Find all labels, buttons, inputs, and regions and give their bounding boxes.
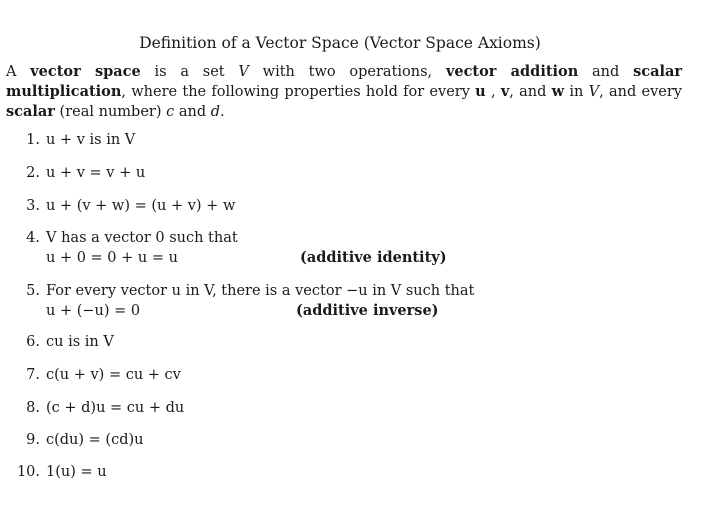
axiom-text: c(du) = (cd)u [46,432,144,448]
axiom-text: u + v is in V [46,132,136,148]
axiom-item [14,332,574,352]
axiom-text: (c + d)u = cu + du [46,400,185,416]
axiom-text: 1(u) = u [46,464,107,480]
axiom-number: 6. [26,334,40,350]
intro-text: , where the following properties hold for every [121,84,476,100]
intro-text: in [564,84,589,100]
symbol-u: u [475,83,486,100]
axiom-number: 4. [26,230,40,246]
axiom-number: 10. [16,464,40,480]
axiom-formula: u + 0 = 0 + u = u [46,250,178,266]
intro-text: and [174,104,211,120]
symbol-v: v [500,83,510,100]
axiom-item [14,196,574,216]
intro-text: and [578,64,634,80]
intro-text: is a set [140,64,239,80]
symbol-c: c [166,104,175,120]
intro-text: A [6,64,31,80]
intro-text: . [220,104,225,120]
axiom-item [14,430,574,450]
axiom-number: 8. [26,400,40,416]
term-scalar-multiplication: scalar multiplication [6,63,683,100]
axiom-item [14,462,574,482]
axiom-number: 2. [26,165,40,181]
axiom-number: 3. [26,198,40,214]
axiom-item [14,228,574,268]
axiom-text: For every vector u in V, there is a vector −u in V such that [46,283,475,299]
intro-text: , and [509,84,552,100]
axiom-item [14,365,574,385]
axiom-tag: (additive inverse) [296,302,439,319]
symbol-d: d [210,104,221,120]
axiom-number: 7. [26,367,40,383]
axiom-text: u + (v + w) = (u + v) + w [46,198,236,214]
axiom-item [14,281,574,321]
axiom-text: cu is in V [46,334,114,350]
axiom-item [14,130,574,150]
intro-text: with two operations, [248,64,446,80]
axiom-text: c(u + v) = cu + cv [46,367,181,383]
intro-text: (real number) [54,104,167,120]
axiom-number: 5. [26,283,40,299]
intro-text: , [485,84,501,100]
axiom-formula: u + (−u) = 0 [46,303,141,319]
symbol-V: V [588,84,600,100]
axiom-item [14,163,574,183]
axiom-number: 9. [26,432,40,448]
page-title: Definition of a Vector Space (Vector Space Axioms) [139,34,541,52]
symbol-w: w [551,83,565,100]
axiom-number: 1. [26,132,40,148]
axiom-text: u + v = v + u [46,165,146,181]
intro-text: , and every [599,84,682,100]
symbol-V: V [238,64,249,80]
axiom-item [14,398,574,418]
axiom-tag: (additive identity) [300,249,447,266]
term-vector-addition: vector addition [445,63,579,80]
axiom-text: V has a vector 0 such that [46,230,238,246]
term-vector-space: vector space [30,63,141,80]
term-scalar: scalar [6,103,55,120]
